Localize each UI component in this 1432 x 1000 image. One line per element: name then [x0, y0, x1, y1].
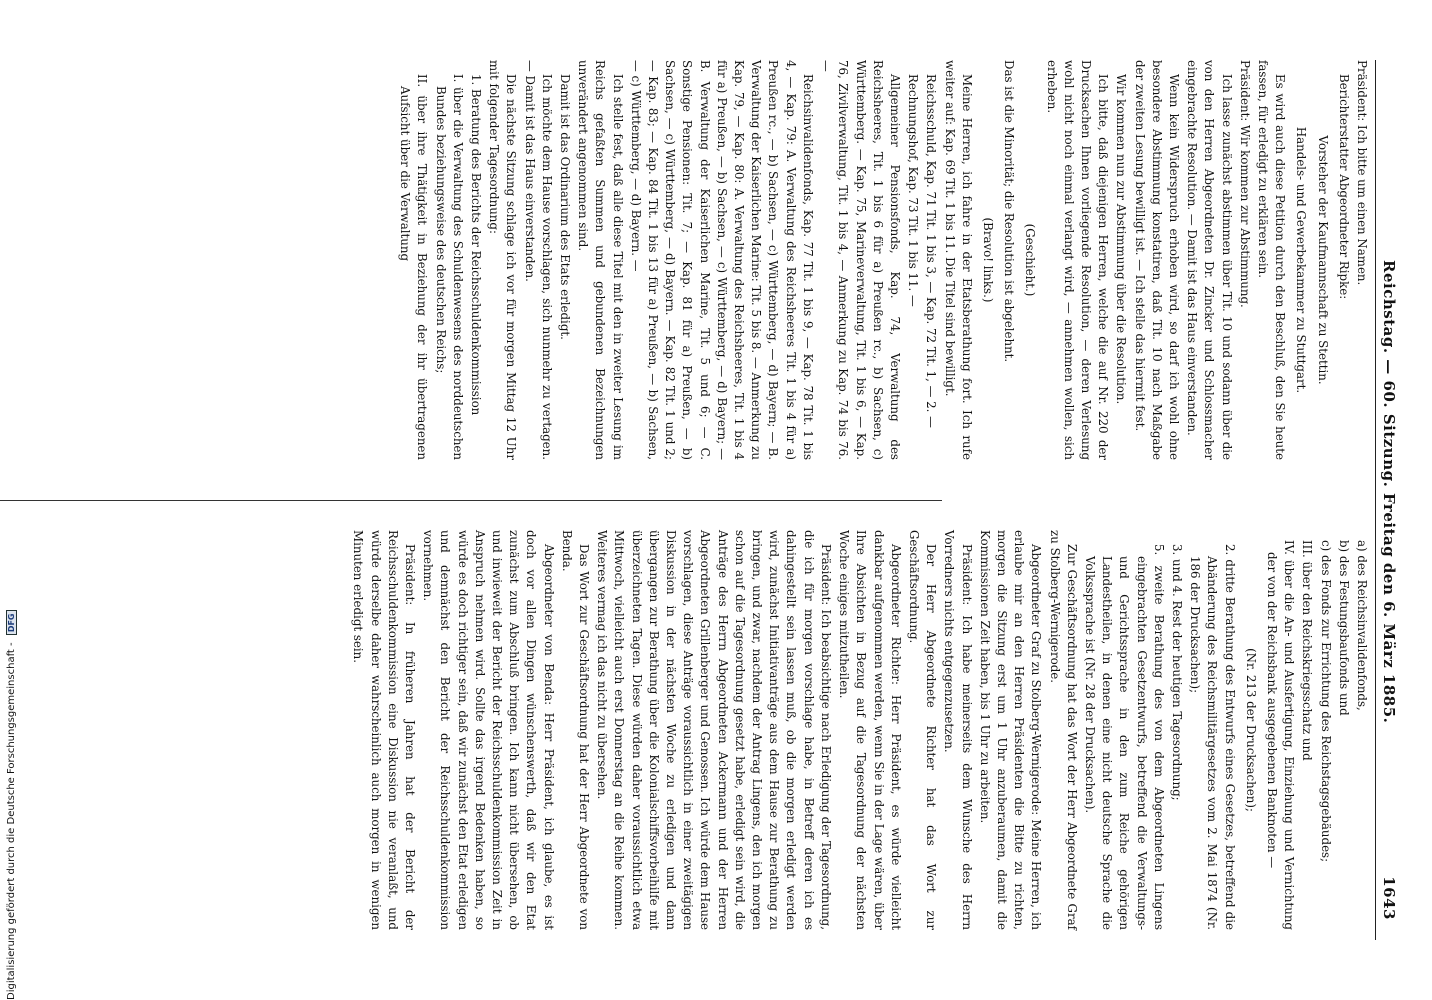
column-divider	[0, 500, 942, 501]
agenda-item: a) des Reichsinvalidenfonds,	[1355, 540, 1369, 711]
paragraph: Präsident: Wir kommen zur Abstimmung.	[1237, 60, 1252, 308]
paragraph: Ich stelle fest, daß alle diese Titel mit den in zweiter Lesung im Reichs gefaßten Summen und gebundenen Bezeichnungen unverändert angenommen sind.	[576, 60, 625, 460]
agenda-item: II. über ihre Thätigkeit in Beziehung der ihr übertragenen Aufsicht über die Verwaltung	[398, 74, 430, 460]
paragraph: Reichsschuld, Kap. 71 Tit. 1 bis 3, — Kap. 72 Tit. 1, — 2. —	[924, 74, 939, 428]
paragraph: Handels- und Gewerbekammer zu Stuttgart.	[1294, 126, 1309, 394]
agenda-item: 5. zweite Berathung des von dem Abgeordneten Lingens eingebrachten Gesetzentwurfs, betreffend die Verwaltungs- und Gerichtssprache in den zum Reiche gehörigen Landestheilen, in denen eine nicht deutsche Sprache die Volkssprache ist (Nr. 28 der Drucksachen).	[1082, 544, 1166, 930]
right-column	[170, 530, 1370, 930]
paragraph: Die nächste Sitzung schlage ich vor für morgen Mittag 12 Uhr mit folgender Tagesordnung:	[487, 60, 519, 460]
footer-text: Digitalisierung gefördert durch die Deutsche Forschungsgemeinschaft -	[6, 642, 17, 1000]
paragraph: Der Herr Abgeordnete Richter hat das Wort zur Geschäftsordnung.	[906, 530, 939, 930]
paragraph: Zur Geschäftsordnung hat das Wort der Herr Abgeordnete Graf zu Stolberg-Wernigerode.	[1047, 530, 1079, 930]
paragraph: Das Wort zur Geschäftsordnung hat der Herr Abgeordnete von Benda.	[559, 530, 592, 930]
paragraph: Ich möchte dem Hause vorschlagen, sich nunmehr zu vertagen. — Damit ist das Haus einverstanden.	[522, 60, 554, 460]
paragraph: Das ist die Minorität; die Resolution ist abgelehnt.	[1002, 60, 1017, 363]
agenda-item: 2. dritte Berathung des Entwurfs eines Gesetzes, betreffend die Abänderung des Reichsmilitärgesetzes vom 2. Mai 1874 (Nr. 186 der Drucksachen);	[1188, 544, 1237, 930]
paragraph: Ich bitte, daß diejenigen Herren, welche die auf Nr. 220 der Drucksachen Ihnen vorliegende Resolution, — deren Verlesung wohl nicht noch einmal verlangt wird, — annehmen wollen, sich erheben.	[1044, 60, 1111, 460]
stage-direction: (Bravo! links.)	[980, 217, 995, 303]
paragraph: Meine Herren, ich fahre in der Etatsberathung fort. Ich rufe weiter auf: Kap. 69 Tit. 1 bis 11. Die Titel sind bewilligt.	[942, 60, 974, 460]
agenda-item: 3. und 4. Rest der heutigen Tagesordnung;	[1169, 544, 1184, 801]
agenda-item: IV. über die An- und Ausfertigung, Einziehung und Vernichtung der von der Reichsbank ausgegebenen Banknoten —	[1264, 540, 1297, 930]
agenda-item: c) des Fonds zur Errichtung des Reichstagsgebäudes;	[1318, 540, 1333, 863]
paragraph: Berichterstatter Abgeordneter Ripke:	[1336, 74, 1351, 300]
paragraph: Abgeordneter von Benda: Herr Präsident, ich glaube, es ist doch vor allen Dingen wünschenswerth, daß wir den Etat zunächst zum Abschluß bringen. Ich kann nicht übersehen, ob und inwieweit der Bericht der Reichsschuldenkommission Zeit in Anspruch nehmen wird. Sollte das irgend Bedenken haben, so würde es doch richtiger sein, daß wir zunächst den Etat erledigen und demnächst den Bericht der Reichsschuldenkommission vornehmen.	[421, 530, 556, 930]
agenda-item: 1. Beratung des Berichts der Reichsschuldenkommission	[469, 74, 484, 416]
paragraph: Präsident: Ich bitte um einen Namen.	[1355, 60, 1369, 286]
paragraph: Präsident: In früheren Jahren hat der Bericht der Reichsschuldenkommission eine Diskussion nie veranlaßt, und würde derselbe daher wahrscheinlich auch morgen in wenigen Minuten erledigt sein.	[351, 530, 418, 930]
left-column	[170, 60, 1370, 460]
paragraph: Abgeordneter Richter: Herr Präsident, es würde vielleicht dankbar aufgenommen werden, wenn Sie in der Lage wären, über Ihre Absichten in Bezug auf die Tagesordnung der nächsten Woche einiges mitzutheilen.	[837, 530, 903, 930]
paragraph: Allgemeiner Pensionsfonds, Kap. 74, Verwaltung des Reichsheeres, Tit. 1 bis 6 für a) Preußen rc., b) Sachsen, c) Württemberg. — Kap. 75, Marineverwaltung, Tit. 1 bis 6, — Kap. 76, Zivilverwaltung, Tit. 1 bis 4, — Anmerkung zu Kap. 74 bis 76. —	[819, 60, 902, 460]
paragraph: Damit ist das Ordinarium des Etats erledigt.	[558, 74, 573, 340]
header-title: Reichstag. — 60. Sitzung. Freitag den 6. März 1885.	[1380, 260, 1398, 724]
agenda-item: III. über den Reichskriegsschatz und	[1300, 540, 1315, 761]
paragraph: Wir kommen nun zur Abstimmung über die Resolution.	[1114, 74, 1129, 405]
paragraph: (Nr. 213 der Drucksachen);	[1243, 648, 1258, 812]
paragraph: Reichsinvalidenfonds, Kap. 77 Tit. 1 bis 9, — Kap. 78 Tit. 1 bis 4, — Kap. 79: A. Verwaltung des Reichsheeres Tit. 1 bis 4 für a) Preußen rc., — b) Sachsen, — c) Württemberg, — d) Bayern; — B. Verwaltung der Kaiserlichen Marine: Tit. 5 bis 8. — Anmerkung zu Kap. 79, — Kap. 80: A. Verwaltung des Reichsheeres, Tit. 1 bis 4 für a) Preußen, — b) Sachsen, — c) Württemberg, — d) Bayern; — B. Verwaltung der Kaiserlichen Marine, Tit. 5 und 6; — C. Sonstige Pensionen: Tit. 7; — Kap. 81 für a) Preußen, — b) Sachsen, — c) Württemberg, — d) Bayern. — Kap. 82 Tit. 1 und 2; — Kap. 83; — Kap. 84 Tit. 1 bis 13 für a) Preußen, — b) Sachsen, — c) Württemberg, — d) Bayern. —	[628, 60, 815, 460]
paragraph: Abgeordneter Graf zu Stolberg-Wernigerode: Meine Herren, ich erlaube mir an den Herren Präsidenten die Bitte zu richten, morgen die Sitzung erst um 1 Uhr anzuberaumen, damit die Kommissionen Zeit haben, bis 1 Uhr zu arbeiten.	[977, 530, 1044, 930]
agenda-item: I. über die Verwaltung des Schuldenwesens des norddeutschen Bundes beziehungsweise des deutschen Reichs;	[433, 74, 465, 460]
digitization-footer	[6, 611, 17, 1000]
running-header	[1375, 60, 1402, 940]
paragraph: Präsident: Ich beabsichtige nach Erledigung der Tagesordnung, die ich für morgen vorschlage habe, in Betreff deren ich es dahingestellt sein lassen muß, ob die morgen erledigt werden wird, zunächst Initiativanträge aus dem Hause zur Berathung zu bringen, und zwar, nachdem der Antrag Lingens, den ich morgen schon auf die Tagesordnung gesetzt habe, erledigt sein wird, die Anträge des Herrn Abgeordneten Ackermann und der Herren Abgeordneten Grillenberger und Genossen. Ich würde dem Hause vorschlagen, diese Anträge voraussichtlich in einer zweitägigen Diskussion in der nächsten Woche zu erledigen und dann übergangen zur Berathung über die Kolonialschiffsvorbeihilfe mit überzeichneten Tagen. Diese würden daher voraussichtlich etwa Mittwoch, vielleicht auch erst Donnerstag an die Reihe kommen. Weiteres vermag ich das nicht zu übersehen.	[595, 530, 833, 930]
paragraph: Rechnungshof, Kap. 73 Tit. 1 bis 11. —	[906, 74, 921, 307]
paragraph: Es wird auch diese Petition durch den Beschluß, den Sie heute fassen, für erledigt zu erklären sein.	[1255, 60, 1288, 460]
paragraph: Präsident: Ich habe meinerseits dem Wunsche des Herrn Vorredners nichts entgegenzusetzen.	[942, 530, 974, 930]
page-number: 1643	[1380, 876, 1398, 920]
paragraph: Wenn kein Widerspruch erhoben wird, so darf ich wohl ohne besondere Abstimmung konstatiren, daß Tit. 10 nach Maßgabe der zweiten Lesung bewilligt ist. — Ich stelle das hiermit fest.	[1132, 60, 1181, 460]
paragraph: Vorsteher der Kaufmannschaft zu Stettin.	[1315, 135, 1330, 385]
paragraph: Ich lasse zunächst abstimmen über Tit. 10 und sodann über die von den Herren Abgeordneten Dr. Zincker und Schlossmacher eingebrachte Resolution. — Damit ist das Haus einverstanden.	[1185, 60, 1234, 460]
agenda-item: b) des Festungsbaufonds und	[1336, 540, 1351, 716]
dfg-logo: DFG	[6, 611, 17, 636]
stage-direction: (Geschieht.)	[1023, 223, 1038, 297]
